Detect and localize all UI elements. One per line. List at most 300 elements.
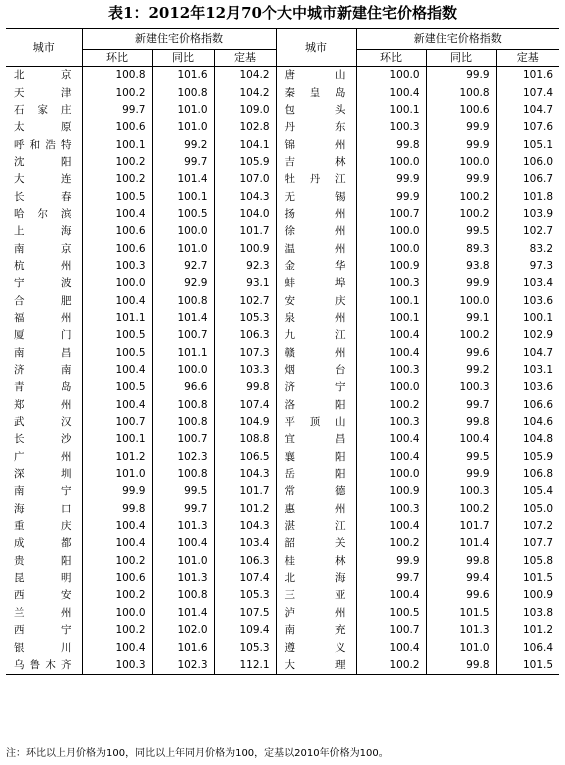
mom-value: 100.5 [356,605,426,622]
yoy-value: 101.4 [152,605,214,622]
table-row [6,102,559,119]
yoy-value: 101.7 [426,518,496,535]
mom-value: 100.5 [82,345,152,362]
base-value: 103.8 [496,605,559,622]
base-value: 104.7 [496,345,559,362]
city-name: 昆明 [14,572,72,585]
base-value: 104.7 [496,102,559,119]
table-row [6,570,559,587]
yoy-value: 100.8 [152,587,214,604]
yoy-value: 100.5 [152,206,214,223]
base-value: 104.2 [214,84,276,101]
yoy-value: 99.9 [426,275,496,292]
city-name: 常德 [276,483,356,500]
city-name: 吉林 [276,154,356,171]
table-row [6,119,559,136]
yoy-value: 101.1 [152,345,214,362]
base-value: 107.6 [496,119,559,136]
mom-value: 100.1 [82,431,152,448]
table-row [6,206,559,223]
table-row [6,345,559,362]
mom-value: 100.4 [356,345,426,362]
city-name: 哈尔滨 [14,207,72,220]
base-value: 101.2 [214,501,276,518]
mom-value: 100.9 [356,258,426,275]
base-value: 107.4 [214,570,276,587]
base-value: 104.9 [214,414,276,431]
mom-value: 100.3 [82,657,152,675]
city-name: 宜昌 [276,431,356,448]
yoy-value: 99.6 [426,345,496,362]
city-name: 广州 [14,450,72,463]
city-name: 蚌埠 [276,275,356,292]
mom-value: 100.6 [82,570,152,587]
base-value: 109.0 [214,102,276,119]
yoy-value: 99.2 [426,362,496,379]
city-name: 韶关 [276,535,356,552]
base-value: 103.4 [214,535,276,552]
left-base-header: 定基 [214,50,276,67]
base-value: 106.0 [496,154,559,171]
table-row [6,483,559,500]
mom-value: 100.1 [356,310,426,327]
table-row [6,449,559,466]
city-name: 唐山 [276,67,356,85]
yoy-value: 99.5 [152,483,214,500]
mom-value: 100.7 [356,622,426,639]
mom-value: 100.6 [82,223,152,240]
yoy-value: 101.6 [152,67,214,85]
yoy-value: 92.9 [152,275,214,292]
yoy-value: 100.2 [426,188,496,205]
mom-value: 101.0 [82,466,152,483]
table-row [6,240,559,257]
table-title: 表1：2012年12月70个大中城市新建住宅价格指数 [108,4,457,22]
base-value: 104.1 [214,136,276,153]
base-value: 105.3 [214,639,276,656]
yoy-value: 101.4 [152,310,214,327]
yoy-value: 101.5 [426,605,496,622]
yoy-value: 100.3 [426,379,496,396]
yoy-value: 100.0 [426,292,496,309]
mom-value: 100.2 [356,657,426,675]
yoy-value: 100.8 [152,84,214,101]
yoy-value: 101.0 [152,102,214,119]
city-name: 无锡 [276,188,356,205]
city-name: 天津 [14,86,72,99]
mom-value: 100.6 [82,240,152,257]
base-value: 104.6 [496,414,559,431]
table-row [6,67,559,85]
yoy-value: 99.9 [426,119,496,136]
right-city-header: 城市 [276,29,356,67]
mom-value: 100.5 [82,379,152,396]
yoy-value: 99.9 [426,136,496,153]
yoy-value: 100.0 [152,223,214,240]
yoy-value: 101.0 [426,639,496,656]
table-row [6,414,559,431]
base-value: 101.7 [214,483,276,500]
base-value: 103.4 [496,275,559,292]
city-name: 岳阳 [276,466,356,483]
table-row [6,223,559,240]
yoy-value: 100.0 [152,362,214,379]
city-name: 宁波 [14,277,72,290]
base-value: 107.7 [496,535,559,552]
city-name: 海口 [14,502,72,515]
city-name: 南昌 [14,346,72,359]
price-index-table [6,28,559,675]
yoy-value: 99.2 [152,136,214,153]
base-value: 104.3 [214,466,276,483]
city-name: 包头 [276,102,356,119]
city-name: 锦州 [276,136,356,153]
table-row [6,379,559,396]
base-value: 102.7 [496,223,559,240]
base-value: 107.5 [214,605,276,622]
yoy-value: 99.8 [426,657,496,675]
base-value: 103.6 [496,292,559,309]
table-row [6,171,559,188]
mom-value: 100.8 [82,67,152,85]
yoy-value: 99.5 [426,449,496,466]
right-yoy-header: 同比 [426,50,496,67]
city-name: 西安 [14,589,72,602]
table-body [6,67,559,675]
mom-value: 100.7 [356,206,426,223]
base-value: 106.5 [214,449,276,466]
base-value: 107.4 [496,84,559,101]
city-name: 三亚 [276,587,356,604]
yoy-value: 100.3 [426,483,496,500]
mom-value: 100.2 [82,154,152,171]
yoy-value: 101.4 [426,535,496,552]
yoy-value: 100.2 [426,501,496,518]
city-name: 青岛 [14,381,72,394]
yoy-value: 99.9 [426,171,496,188]
yoy-value: 100.8 [426,84,496,101]
base-value: 107.0 [214,171,276,188]
table-row [6,553,559,570]
city-name: 惠州 [276,501,356,518]
city-name: 金华 [276,258,356,275]
mom-value: 100.0 [356,154,426,171]
yoy-value: 100.1 [152,188,214,205]
table-row [6,622,559,639]
base-value: 105.0 [496,501,559,518]
yoy-value: 101.0 [152,553,214,570]
base-value: 101.2 [496,622,559,639]
mom-value: 100.4 [356,84,426,101]
city-name: 南京 [14,242,72,255]
city-name: 深圳 [14,468,72,481]
city-name: 杭州 [14,259,72,272]
mom-value: 100.4 [356,449,426,466]
yoy-value: 99.4 [426,570,496,587]
base-value: 101.5 [496,657,559,675]
base-value: 104.0 [214,206,276,223]
base-value: 102.8 [214,119,276,136]
city-name: 乌鲁木齐 [6,657,82,675]
yoy-value: 99.7 [152,154,214,171]
city-name: 福州 [14,311,72,324]
base-value: 106.3 [214,553,276,570]
base-value: 106.4 [496,639,559,656]
city-name: 烟台 [276,362,356,379]
mom-value: 100.0 [356,379,426,396]
mom-value: 100.9 [356,483,426,500]
base-value: 103.1 [496,362,559,379]
mom-value: 99.7 [82,102,152,119]
base-value: 105.3 [214,310,276,327]
city-name: 武汉 [14,416,72,429]
yoy-value: 99.7 [152,501,214,518]
city-name: 赣州 [276,345,356,362]
mom-value: 100.4 [356,327,426,344]
city-name: 济宁 [276,379,356,396]
mom-value: 99.9 [356,553,426,570]
table-row [6,258,559,275]
yoy-value: 100.2 [426,206,496,223]
table-row [6,605,559,622]
city-name: 重庆 [14,520,72,533]
city-name: 石家庄 [14,103,72,116]
table-row [6,431,559,448]
base-value: 101.8 [496,188,559,205]
base-value: 83.2 [496,240,559,257]
base-value: 99.8 [214,379,276,396]
base-value: 107.3 [214,345,276,362]
yoy-value: 102.3 [152,657,214,675]
left-city-header: 城市 [6,29,82,67]
mom-value: 100.3 [356,362,426,379]
table-row [6,310,559,327]
base-value: 93.1 [214,275,276,292]
mom-value: 100.4 [82,518,152,535]
city-name: 沈阳 [14,155,72,168]
city-name: 九江 [276,327,356,344]
yoy-value: 100.8 [152,414,214,431]
base-value: 106.6 [496,397,559,414]
base-value: 106.3 [214,327,276,344]
city-name: 湛江 [276,518,356,535]
mom-value: 100.4 [356,518,426,535]
table-row [6,466,559,483]
mom-value: 100.0 [356,240,426,257]
mom-value: 100.3 [356,275,426,292]
city-name: 牡丹江 [276,171,356,188]
mom-value: 101.1 [82,310,152,327]
base-value: 107.2 [496,518,559,535]
city-name: 南充 [276,622,356,639]
base-value: 104.3 [214,188,276,205]
yoy-value: 101.3 [152,570,214,587]
yoy-value: 99.6 [426,587,496,604]
table-row [6,327,559,344]
mom-value: 100.1 [356,292,426,309]
base-value: 105.3 [214,587,276,604]
yoy-value: 99.9 [426,466,496,483]
table-row [6,154,559,171]
city-name: 南宁 [14,485,72,498]
base-value: 92.3 [214,258,276,275]
mom-value: 100.4 [356,639,426,656]
table-row [6,292,559,309]
mom-value: 100.3 [356,119,426,136]
yoy-value: 99.9 [426,67,496,85]
base-value: 103.3 [214,362,276,379]
mom-value: 100.4 [82,362,152,379]
city-name: 太原 [14,121,72,134]
right-mom-header: 环比 [356,50,426,67]
base-value: 101.6 [496,67,559,85]
yoy-value: 93.8 [426,258,496,275]
mom-value: 99.8 [82,501,152,518]
mom-value: 100.4 [356,587,426,604]
mom-value: 100.5 [82,188,152,205]
mom-value: 100.4 [82,397,152,414]
mom-value: 100.2 [82,84,152,101]
base-value: 105.8 [496,553,559,570]
mom-value: 100.2 [356,535,426,552]
yoy-value: 101.0 [152,240,214,257]
mom-value: 100.3 [82,258,152,275]
mom-value: 99.9 [356,171,426,188]
base-value: 103.6 [496,379,559,396]
city-name: 厦门 [14,329,72,342]
yoy-value: 100.2 [426,327,496,344]
mom-value: 100.0 [356,223,426,240]
base-value: 105.4 [496,483,559,500]
city-name: 济南 [14,364,72,377]
mom-value: 100.4 [82,639,152,656]
yoy-value: 99.7 [426,397,496,414]
base-value: 100.1 [496,310,559,327]
yoy-value: 101.6 [152,639,214,656]
city-name: 平顶山 [276,414,356,431]
mom-value: 100.2 [82,171,152,188]
yoy-value: 100.8 [152,466,214,483]
yoy-value: 100.7 [152,431,214,448]
yoy-value: 101.3 [152,518,214,535]
mom-value: 100.3 [356,414,426,431]
mom-value: 99.7 [356,570,426,587]
yoy-value: 100.6 [426,102,496,119]
yoy-value: 100.7 [152,327,214,344]
table-row [6,397,559,414]
base-value: 97.3 [496,258,559,275]
table-row [6,188,559,205]
yoy-value: 99.8 [426,414,496,431]
table-row [6,136,559,153]
base-value: 105.1 [496,136,559,153]
base-value: 102.7 [214,292,276,309]
base-value: 107.4 [214,397,276,414]
mom-value: 100.2 [82,622,152,639]
table-row [6,518,559,535]
footnote: 注：环比以上月价格为100，同比以上年同月价格为100，定基以2010年价格为100。 [6,748,389,759]
base-value: 104.8 [496,431,559,448]
city-name: 银川 [14,641,72,654]
mom-value: 100.4 [82,535,152,552]
mom-value: 100.0 [356,67,426,85]
mom-value: 100.4 [82,206,152,223]
city-name: 泸州 [276,605,356,622]
yoy-value: 100.4 [152,535,214,552]
yoy-value: 99.1 [426,310,496,327]
base-value: 106.8 [496,466,559,483]
mom-value: 99.9 [82,483,152,500]
table-row [6,587,559,604]
city-name: 洛阳 [276,397,356,414]
mom-value: 100.0 [82,275,152,292]
city-name: 秦皇岛 [276,84,356,101]
base-value: 100.9 [496,587,559,604]
base-value: 103.9 [496,206,559,223]
mom-value: 100.3 [356,501,426,518]
right-group-header: 新建住宅价格指数 [356,29,559,50]
mom-value: 100.1 [356,102,426,119]
city-name: 遵义 [276,639,356,656]
city-name: 兰州 [14,606,72,619]
city-name: 贵阳 [14,554,72,567]
table-row [6,275,559,292]
city-name: 长沙 [14,433,72,446]
table-row [6,501,559,518]
city-name: 徐州 [276,223,356,240]
yoy-value: 101.3 [426,622,496,639]
mom-value: 100.5 [82,327,152,344]
yoy-value: 89.3 [426,240,496,257]
left-mom-header: 环比 [82,50,152,67]
base-value: 102.9 [496,327,559,344]
base-value: 105.9 [496,449,559,466]
base-value: 106.7 [496,171,559,188]
mom-value: 100.2 [356,397,426,414]
base-value: 112.1 [214,657,276,675]
city-name: 北京 [14,69,72,82]
yoy-value: 100.0 [426,154,496,171]
city-name: 呼和浩特 [14,138,72,151]
mom-value: 100.0 [82,605,152,622]
right-base-header: 定基 [496,50,559,67]
city-name: 扬州 [276,206,356,223]
table-row [6,657,559,675]
yoy-value: 100.8 [152,397,214,414]
yoy-value: 92.7 [152,258,214,275]
mom-value: 99.8 [356,136,426,153]
city-name: 襄阳 [276,449,356,466]
city-name: 丹东 [276,119,356,136]
left-yoy-header: 同比 [152,50,214,67]
city-name: 合肥 [14,294,72,307]
yoy-value: 99.8 [426,553,496,570]
base-value: 105.9 [214,154,276,171]
yoy-value: 101.0 [152,119,214,136]
city-name: 郑州 [14,398,72,411]
city-name: 成都 [14,537,72,550]
yoy-value: 99.5 [426,223,496,240]
mom-value: 100.7 [82,414,152,431]
yoy-value: 96.6 [152,379,214,396]
table-row [6,84,559,101]
yoy-value: 100.4 [426,431,496,448]
mom-value: 100.4 [356,431,426,448]
base-value: 101.7 [214,223,276,240]
city-name: 西宁 [14,624,72,637]
city-name: 长春 [14,190,72,203]
table-row [6,362,559,379]
